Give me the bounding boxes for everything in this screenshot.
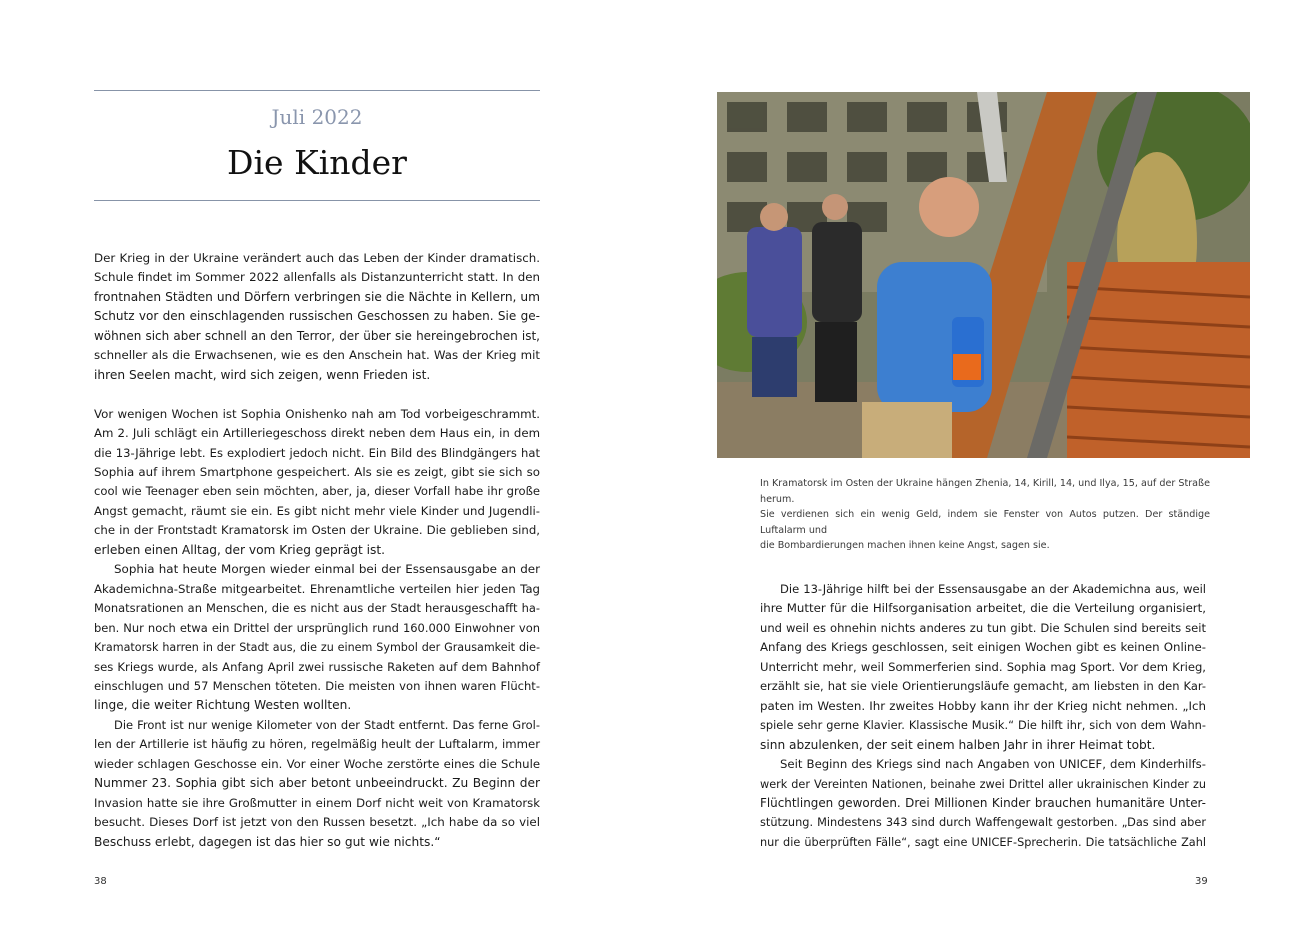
photo-children-kramatorsk — [717, 92, 1250, 458]
left-paragraph-3: Sophia hat heute Morgen wieder einmal bei der Essensausgabe an der Akademichna-Straße mitgearbeitet. Ehrenamtliche verteilen hier jeden Tag Monatsrationen an Menschen, die es nicht aus der Stadt herausgeschafft ha- ben. Nur noch etwa ein Drittel der ursprünglich rund 160.000 Einwohner von Kramatorsk harren in der Stadt aus, die zu einem Symbol der Grausamkeit die- ses Kriegs wurde, als Anfang April zwei russische Raketen auf dem Bahnhof einschlugen und 57 Menschen töteten. Die meisten von ihnen waren Flücht- linge, die weiter Richtung Westen wollten. — [94, 562, 540, 713]
right-text-column — [760, 580, 1206, 852]
chapter-date: Juli 2022 — [271, 105, 363, 129]
photo-caption: In Kramatorsk im Osten der Ukraine hängen Zhenia, 14, Kirill, 14, und Ilya, 15, auf der Straße herum. Sie verdienen sich ein wenig Geld, indem sie Fenster von Autos putzen. Der ständige Luftalarm und die Bombardierungen machen ihnen keine Angst, sagen sie. — [760, 478, 1210, 551]
photo-illustration — [717, 92, 1250, 458]
header-rule-bottom — [94, 200, 540, 201]
chapter-title: Die Kinder — [227, 143, 407, 182]
right-paragraph-2: Seit Beginn des Kriegs sind nach Angaben von UNICEF, dem Kinderhilfs- werk der Vereinten Nationen, beinahe zwei Drittel aller ukrainischen Kinder zu Flüchtlingen geworden. Drei Millionen Kinder brauchen humanitäre Unter- stützung. Mindestens 343 sind durch Waffengewalt gestorben. „Das sind aber nur die überprüften Fälle“, sagt eine UNICEF-Sprecherin. Die tatsächliche Zahl — [760, 757, 1206, 849]
page-number-right: 39 — [1195, 876, 1208, 887]
page-number-left: 38 — [94, 876, 107, 887]
header-rule-top — [94, 90, 540, 91]
left-text-column — [94, 249, 540, 852]
right-paragraph-1: Die 13-Jährige hilft bei der Essensausgabe an der Akademichna aus, weil ihre Mutter für die Hilfsorganisation arbeitet, die die Verteilung organisiert, und weil es ohnehin nichts anderes zu tun gibt. Die Schulen sind bereits seit Anfang des Kriegs geschlossen, seit einigen Wochen gibt es keinen Online- Unterricht mehr, weil Sommerferien sind. Sophia mag Sport. Vor dem Krieg, erzählt sie, hat sie viele Orientierungsläufe gemacht, am liebsten in den Kar- paten im Westen. Ihr zweites Hobby kann ihr der Krieg nicht nehmen. „Ich spiele sehr gerne Klavier. Klassische Musik.“ Die hilft ihr, sich von dem Wahn- sinn abzulenken, der seit einem halben Jahr in ihrer Heimat tobt. — [760, 582, 1206, 752]
left-paragraph-4: Die Front ist nur wenige Kilometer von der Stadt entfernt. Das ferne Grol- len der Artillerie ist häufig zu hören, regelmäßig heult der Luftalarm, immer wieder schlagen Geschosse ein. Vor einer Woche zerstörte eines die Schule Nummer 23. Sophia gibt sich aber betont unbeeindruckt. Zu Beginn der Invasion hatte sie ihre Großmutter in einem Dorf nicht weit von Kramatorsk besucht. Dieses Dorf ist jetzt von den Russen besetzt. „Ich habe da so viel Beschuss erlebt, dagegen ist das hier so gut wie nichts.“ — [94, 717, 540, 849]
left-paragraph-1: Der Krieg in der Ukraine verändert auch das Leben der Kinder dramatisch. Schule findet im Sommer 2022 allenfalls als Distanzunterricht statt. In den frontnahen Städten und Dörfern verbringen sie die Nächte in Kellern, um Schutz vor den einschlagenden russischen Geschossen zu haben. Sie ge- wöhnen sich aber schnell an den Terror, der über sie hereingebrochen ist, schneller als die Erwachsenen, wie es den Anschein hat. Was der Krieg mit ihren Seelen macht, wird sich zeigen, wenn Frieden ist. — [94, 251, 540, 382]
left-paragraph-2: Vor wenigen Wochen ist Sophia Onishenko nah am Tod vorbeigeschrammt. Am 2. Juli schlägt ein Artilleriegeschoss direkt neben dem Haus ein, in dem die 13-Jährige lebt. Es explodiert jedoch nicht. Ein Bild des Blindgängers hat Sophia auf ihrem Smartphone gespeichert. Als sie es zeigt, gibt sie sich so cool wie Teenager eben sein möchten, aber, ja, dieser Vorfall habe ihr große Angst gemacht, räumt sie ein. Es gibt nicht mehr viele Kinder und Jugendli- che in der Frontstadt Kramatorsk im Osten der Ukraine. Die geblieben sind, erleben einen Alltag, der vom Krieg geprägt ist. — [94, 406, 540, 557]
